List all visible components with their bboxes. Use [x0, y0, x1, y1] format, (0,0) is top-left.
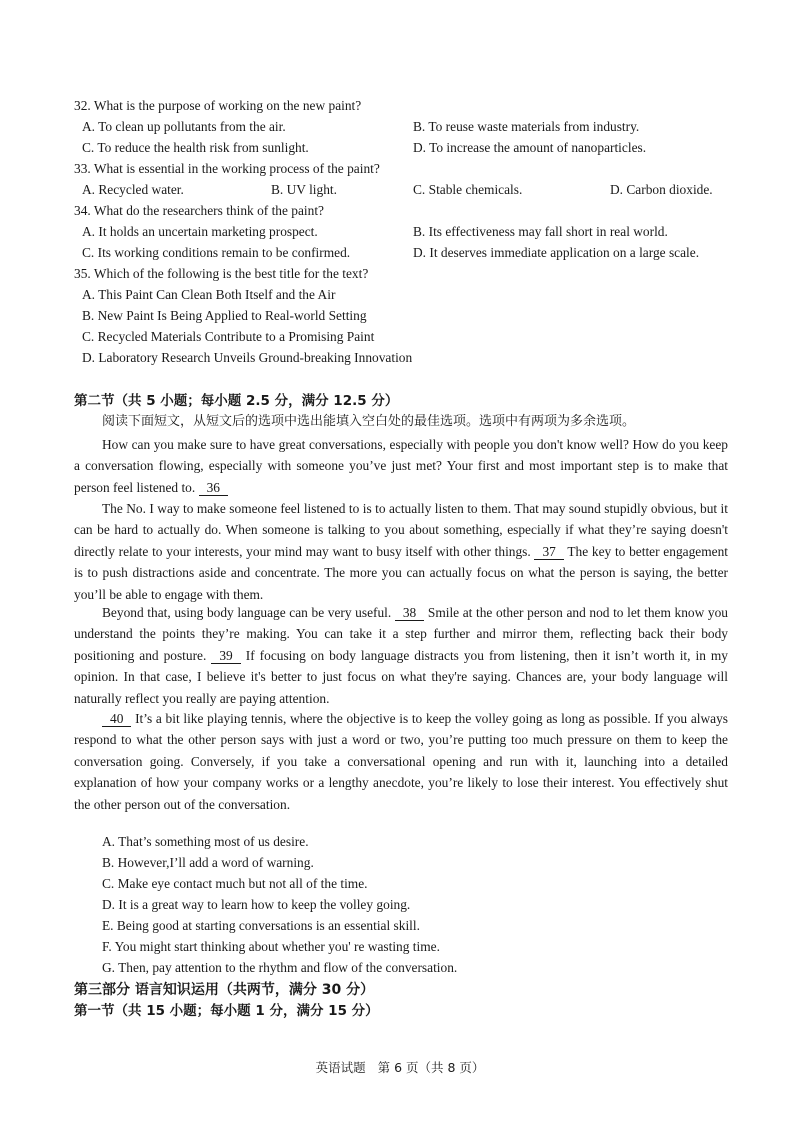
question-34-option-b: B. Its effectiveness may fall short in real world. [413, 224, 668, 239]
part-3-heading: 第三部分 语言知识运用（共两节，满分 30 分） [74, 982, 375, 998]
question-33-option-d: D. Carbon dioxide. [610, 182, 713, 197]
question-33-option-c: C. Stable chemicals. [413, 182, 523, 197]
option-a: A. That’s something most of us desire. [102, 834, 309, 849]
paragraph-3-text: Beyond that, using body language can be very useful. [102, 605, 392, 620]
question-35-option-d: D. Laboratory Research Unveils Ground-breaking Innovation [82, 350, 413, 365]
question-34-option-a: A. It holds an uncertain marketing prospect. [82, 224, 318, 239]
passage-paragraph-3 [74, 602, 728, 709]
question-33-stem: 33. What is essential in the working process of the paint? [74, 161, 380, 176]
question-32-option-c: C. To reduce the health risk from sunlight. [82, 140, 309, 155]
question-34-stem: 34. What do the researchers think of the paint? [74, 203, 324, 218]
question-32-option-b: B. To reuse waste materials from industry. [413, 119, 640, 134]
option-f: F. You might start thinking about whether you' re wasting time. [102, 939, 440, 954]
question-35-stem: 35. Which of the following is the best title for the text? [74, 266, 369, 281]
question-34-option-d: D. It deserves immediate application on a large scale. [413, 245, 700, 260]
paragraph-2-text-after: The key to better engagement is to push distractions aside and concentrate. The more you can actually focus on what the person is saying, the better you’ll be able to engage with them. [74, 543, 728, 602]
question-35-option-b: B. New Paint Is Being Applied to Real-world Setting [82, 308, 367, 323]
question-34-option-c: C. Its working conditions remain to be confirmed. [82, 245, 351, 260]
question-32-stem: 32. What is the purpose of working on the new paint? [74, 98, 362, 113]
option-g: G. Then, pay attention to the rhythm and flow of the conversation. [102, 960, 458, 975]
footer-subject: 英语试题 [315, 1060, 366, 1075]
question-35-option-c: C. Recycled Materials Contribute to a Promising Paint [82, 329, 375, 344]
question-35-option-a: A. This Paint Can Clean Both Itself and the Air [82, 287, 336, 302]
question-32-option-a: A. To clean up pollutants from the air. [82, 119, 286, 134]
passage-paragraph-4 [74, 708, 728, 815]
option-d: D. It is a great way to learn how to keep the volley going. [102, 897, 411, 912]
paragraph-3-text-after: If focusing on body language distracts you from listening, then it isn’t worth it, in my opinion. In that case, I believe it's better to just focus on what they're saying. Chances are, your body language will naturally reflect you really are paying attention. [74, 647, 728, 706]
option-e: E. Being good at starting conversations is an essential skill. [102, 918, 420, 933]
blank-37[interactable]: 37 [534, 545, 563, 560]
question-33-option-b: B. UV light. [271, 182, 337, 197]
question-33-option-a: A. Recycled water. [82, 182, 184, 197]
option-c: C. Make eye contact much but not all of the time. [102, 876, 368, 891]
question-32-option-d: D. To increase the amount of nanoparticles. [413, 140, 647, 155]
paragraph-1-text: How can you make sure to have great conversations, especially with people you don't know well? How do you keep a conversation flowing, especially with someone you’ve just met? Your first and most important step is to make that person feel listened to. [74, 437, 728, 495]
blank-36[interactable]: 36 [199, 481, 228, 496]
passage-paragraph-1 [74, 434, 728, 498]
section-2-heading: 第二节（共 5 小题；每小题 2.5 分，满分 12.5 分） [74, 393, 399, 409]
blank-39[interactable]: 39 [211, 649, 240, 664]
blank-38[interactable]: 38 [395, 606, 424, 621]
footer-page-number: 第 6 页（共 8 页） [377, 1060, 485, 1075]
paragraph-2-text: The No. I way to make someone feel listened to is to actually listen to them. That may sound stupidly obvious, but it can be hard to actually do. When someone is talking to you about something, especially if what they’re saying doesn't directly relate to your interests, your mind may want to busy itself with other things. [74, 501, 728, 559]
part-3-subheading: 第一节（共 15 小题；每小题 1 分，满分 15 分） [74, 1003, 379, 1019]
section-2-instruction: 阅读下面短文，从短文后的选项中选出能填入空白处的最佳选项。选项中有两项为多余选项。 [102, 414, 636, 429]
passage-paragraph-2 [74, 498, 728, 605]
paragraph-4-text: It’s a bit like playing tennis, where the objective is to keep the volley going as long as possible. If you always respond to what the other person says with just a word or two, you’re putting too much pressure on them to keep the conversation going. Conversely, if you take a conversational opening and run with it, launching into a detailed explanation of how your company works or a lengthy anecdote, you’re likely to lose their interest. You effectively shut the other person out of the conversation. [74, 711, 728, 812]
paragraph-3-text-mid: Smile at the other person and nod to let them know you understand the points they’re making. You can take it a step further and mirror them, reflecting back their body positioning and posture. [74, 605, 728, 663]
page-footer [0, 1058, 800, 1076]
blank-40[interactable]: 40 [102, 712, 131, 727]
option-b: B. However,I’ll add a word of warning. [102, 855, 314, 870]
